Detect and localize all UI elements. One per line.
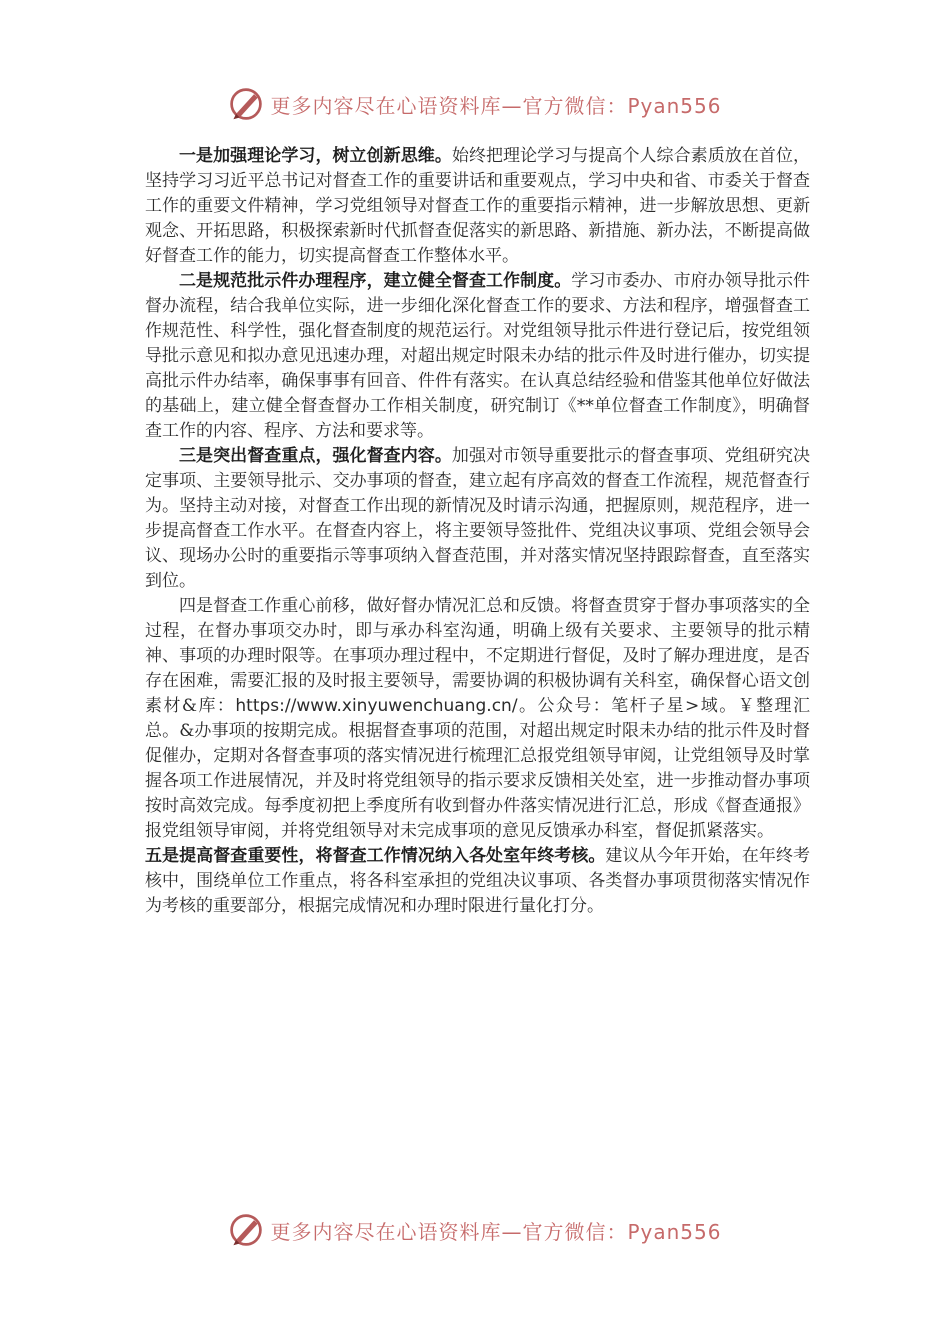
paragraph-3 [145, 444, 810, 594]
banner-text: 更多内容尽在心语资料库—官方微信：Pyan556 [270, 93, 722, 118]
paragraph-4 [145, 594, 810, 844]
paragraph-1-text: 始终把理论学习与提高个人综合素质放在首位，坚持学习习近平总书记对督查工作的重要讲话和重要观点，学习中央和省、市委关于督查工作的重要文件精神，学习党组领导对督查工作的重要指示精神，进一步解放思想、更新观念、开拓思路，积极探索新时代抓督查促落实的新思路、新措施、新办法，不断提高做好督查工作的能力，切实提高督查工作整体水平。 [145, 146, 811, 266]
document-body [145, 144, 810, 919]
footer-banner-text: 更多内容尽在心语资料库—官方微信：Pyan556 [270, 1219, 722, 1244]
paragraph-2-heading: 二是规范批示件办理程序，建立健全督查工作制度。 [179, 271, 572, 291]
pen-logo-icon [228, 1212, 264, 1248]
paragraph-4-text-a: 四是督查工作重心前移，做好督办情况汇总和反馈。将督查贯穿于督办事项落实的全过程，在督办事项交办时，即与承办科室沟通，明确上级有关要求、主要领导的批示精神、事项的办理时限等。在事项办理过程中，不定期进行督促，及时了解办理进度，是否存在困难，需要汇报的及时报主要领导，需要协调的积极协调有关科室，确保督心语文创素材&库： [145, 596, 810, 716]
paragraph-1-heading: 一是加强理论学习，树立创新思维。 [179, 146, 452, 166]
paragraph-3-heading: 三是突出督查重点，强化督查内容。 [179, 446, 452, 466]
paragraph-3-text: 加强对市领导重要批示的督查事项、党组研究决定事项、主要领导批示、交办事项的督查，建立起有序高效的督查工作流程，规范督查行为。坚持主动对接，对督查工作出现的新情况及时请示沟通，把握原则，规范程序，进一步提高督查工作水平。在督查内容上，将主要领导签批件、党组决议事项、党组会领导会议、现场办公时的重要指示等事项纳入督查范围，并对落实情况坚持跟踪督查，直至落实到位。 [145, 446, 811, 591]
paragraph-5 [145, 844, 810, 919]
paragraph-4-text-b: 。公众号：笔杆子星>域。￥整理汇总。&办事项的按期完成。根据督查事项的范围，对超出规定时限未办结的批示件及时督促催办，定期对各督查事项的落实情况进行梳理汇总报党组领导审阅，让党组领导及时掌握各项工作进展情况，并及时将党组领导的指示要求反馈相关处室，进一步推动督办事项按时高效完成。每季度初把上季度所有收到督办件落实情况进行汇总，形成《督查通报》报党组领导审阅，并将党组领导对未完成事项的意见反馈承办科室，督促抓紧落实。 [145, 696, 810, 841]
paragraph-5-heading: 五是提高督查重要性，将督查工作情况纳入各处室年终考核。 [145, 846, 606, 866]
paragraph-2-text: 学习市委办、市府办领导批示件督办流程，结合我单位实际，进一步细化深化督查工作的要求、方法和程序，增强督查工作规范性、科学性，强化督查制度的规范运行。对党组领导批示件进行登记后，按党组领导批示意见和拟办意见迅速办理，对超出规定时限未办结的批示件及时进行催办，切实提高批示件办结率，确保事事有回音、件件有落实。在认真总结经验和借鉴其他单位好做法的基础上，建立健全督查督办工作相关制度，研究制订《**单位督查工作制度》，明确督查工作的内容、程序、方法和要求等。 [145, 271, 811, 441]
paragraph-2 [145, 269, 810, 444]
footer-banner [0, 1210, 950, 1250]
website-link[interactable]: https://www.xinyuwenchuang.cn/ [235, 696, 518, 716]
header-banner [0, 84, 950, 124]
pen-logo-icon [228, 86, 264, 122]
paragraph-5-text: 建议从今年开始，在年终考核中，围绕单位工作重点，将各科室承担的党组决议事项、各类督办事项贯彻落实情况作为考核的重要部分，根据完成情况和办理时限进行量化打分。 [145, 846, 811, 916]
paragraph-1 [145, 144, 810, 269]
